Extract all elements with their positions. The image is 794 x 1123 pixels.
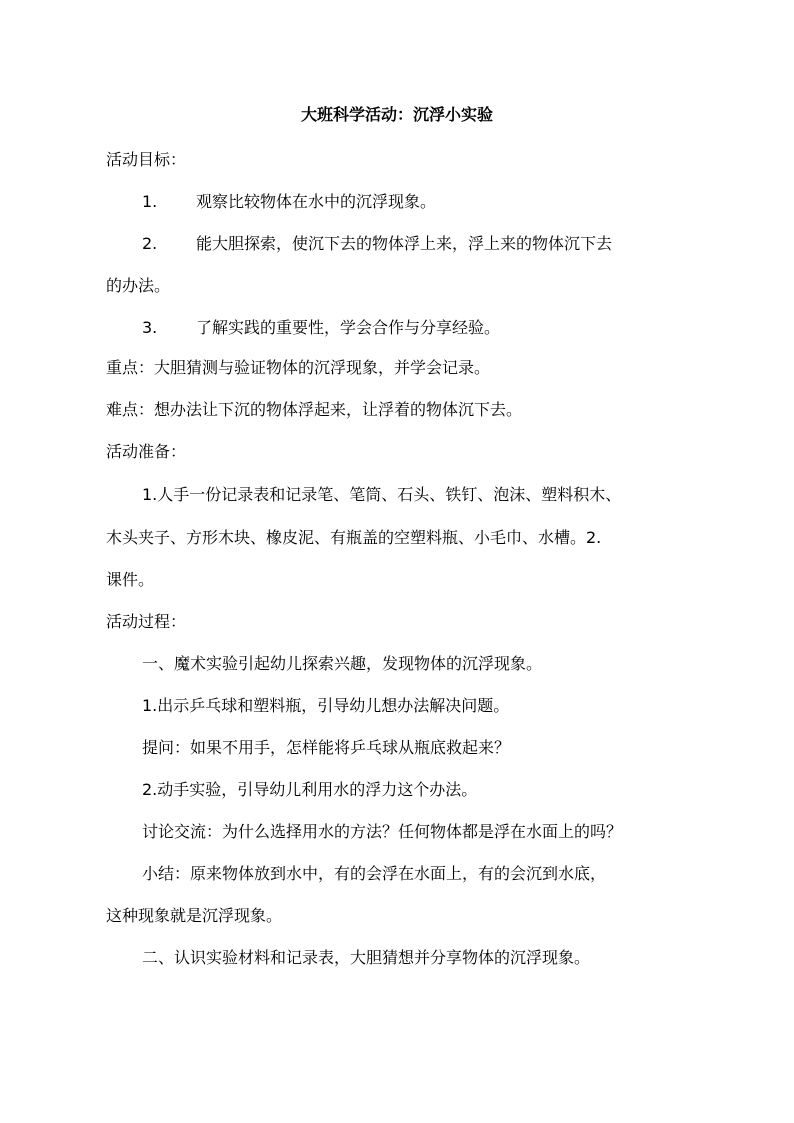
objective-number-2: 2. — [142, 234, 158, 253]
prep-heading: 活动准备： — [106, 442, 187, 461]
objective-text-2: 能大胆探索，使沉下去的物体浮上来，浮上来的物体沉下去 — [196, 234, 613, 253]
prep-line-1: 1.人手一份记录表和记录笔、笔筒、石头、铁钉、泡沫、塑料积木、 — [142, 485, 622, 504]
process-line-1: 一、魔术实验引起幼儿探索兴趣，发现物体的沉浮现象。 — [142, 654, 543, 673]
difficulty: 难点：想办法让下沉的物体浮起来，让浮着的物体沉下去。 — [106, 400, 523, 419]
process-line-3: 提问：如果不用手，怎样能将乒乓球从瓶底救起来？ — [142, 738, 511, 757]
objective-text-3: 了解实践的重要性，学会合作与分享经验。 — [196, 318, 501, 337]
process-line-4: 2.动手实验，引导幼儿利用水的浮力这个办法。 — [142, 780, 478, 799]
objectives-heading: 活动目标： — [106, 150, 187, 169]
objective-text-2-continuation: 的办法。 — [106, 276, 171, 295]
process-line-7: 这种现象就是沉浮现象。 — [106, 906, 283, 925]
document-title: 大班科学活动：沉浮小实验 — [300, 105, 493, 124]
process-heading: 活动过程： — [106, 612, 187, 631]
prep-line-2: 木头夹子、方形木块、橡皮泥、有瓶盖的空塑料瓶、小毛巾、水槽。2. — [106, 528, 602, 547]
process-line-2: 1.出示乒乓球和塑料瓶，引导幼儿想办法解决问题。 — [142, 696, 510, 715]
key-point: 重点：大胆猜测与验证物体的沉浮现象，并学会记录。 — [106, 358, 491, 377]
objective-number-3: 3. — [142, 318, 158, 337]
process-line-6: 小结：原来物体放到水中，有的会浮在水面上，有的会沉到水底， — [142, 864, 607, 883]
prep-line-3: 课件。 — [106, 570, 155, 589]
objective-text-1: 观察比较物体在水中的沉浮现象。 — [196, 192, 437, 211]
objective-number-1: 1. — [142, 192, 158, 211]
process-line-5: 讨论交流：为什么选择用水的方法？任何物体都是浮在水面上的吗？ — [142, 822, 623, 841]
process-line-8: 二、认识实验材料和记录表，大胆猜想并分享物体的沉浮现象。 — [142, 948, 591, 967]
